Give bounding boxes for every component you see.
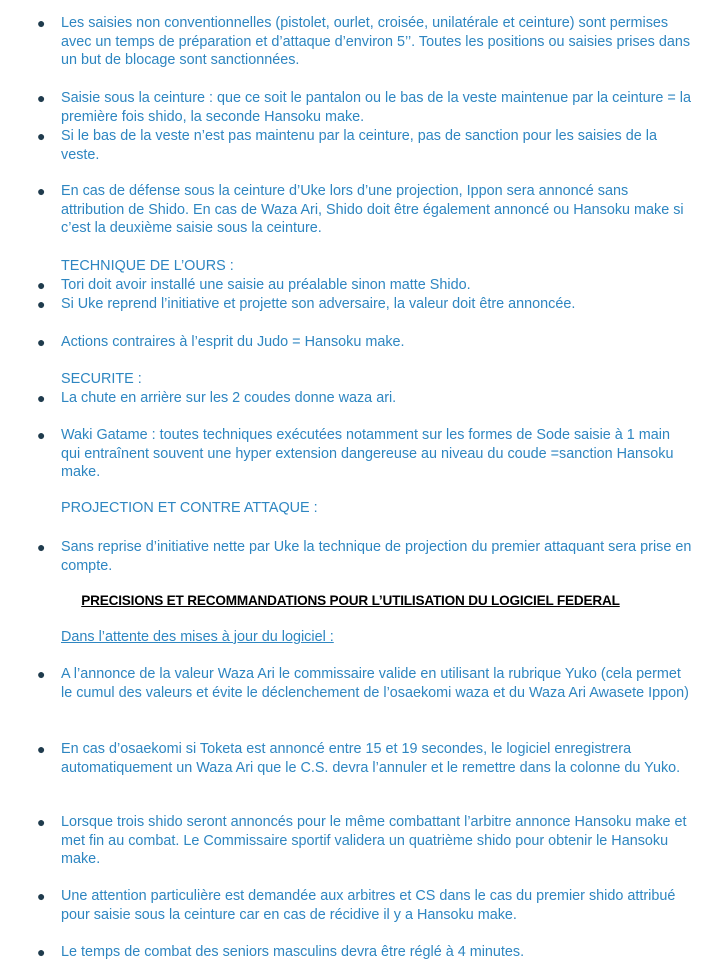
rule-item [0,295,701,314]
bullet-dot: ● [37,15,46,31]
rule-item [0,943,701,962]
bullet-dot: ● [37,944,46,960]
rule-item [0,538,701,575]
rule-text: Si Uke reprend l’initiative et projette son adversaire, la valeur doit être annoncée. [61,296,576,312]
bullet-dot: ● [37,296,46,312]
rule-text: A l’annonce de la valeur Waza Ari le commissaire valide en utilisant la rubrique Yuko (cela permet le cumul des valeurs et évite le déclenchement de l’osaekomi waza et du Waza Ari Awasete Ippon) [61,666,689,701]
bullet-dot: ● [37,128,46,144]
rule-text: Une attention particulière est demandée aux arbitres et CS dans le cas du premier shido attribué pour saisie sous la ceinture car en cas de récidive il y a Hansoku make. [61,888,676,923]
subheading: Dans l’attente des mises à jour du logiciel : [61,629,334,645]
rule-text: Saisie sous la ceinture : que ce soit le pantalon ou le bas de la veste maintenue par la ceinture = la première fois shido, la seconde Hansoku make. [61,90,691,125]
bullet-dot: ● [37,277,46,293]
rule-item [0,887,701,924]
rule-text: Sans reprise d’initiative nette par Uke la technique de projection du premier attaquant sera prise en compte. [61,539,692,574]
rule-item [0,182,701,238]
rule-text: Les saisies non conventionnelles (pistolet, ourlet, croisée, unilatérale et ceinture) sont permises avec un temps de préparation et d’attaque d’environ 5’’. Toutes les positions ou saisies prises dans un but de blocage sont sanctionnées. [61,15,691,68]
section-label-ours: TECHNIQUE DE L’OURS : [61,258,234,274]
rule-text: Waki Gatame : toutes techniques exécutées notamment sur les formes de Sode saisie à 1 main qui entraînent souvent une hyper extension dangereuse au niveau du coude =sanction Hansoku make. [61,427,674,480]
rule-item [0,127,701,164]
rule-text: Lorsque trois shido seront annoncés pour le même combattant l’arbitre annonce Hansoku make et met fin au combat. Le Commissaire sportif validera un quatrième shido pour obtenir le Hansoku make. [61,814,687,867]
rule-item [0,740,701,777]
rule-text: En cas d’osaekomi si Toketa est annoncé entre 15 et 19 secondes, le logiciel enregistrera automatiquement un Waza Ari que le C.S. devra l’annuler et le remettre dans la colonne du Yuko. [61,741,681,776]
bullet-dot: ● [37,666,46,682]
bullet-dot: ● [37,814,46,830]
bullet-dot: ● [37,90,46,106]
bullet-dot: ● [37,334,46,350]
rule-item [0,426,701,482]
rule-item [0,665,701,702]
rule-item [0,276,701,295]
rule-item [0,389,701,408]
rule-text: Le temps de combat des seniors masculins devra être réglé à 4 minutes. [61,944,525,960]
section-label-securite: SECURITE : [61,371,142,387]
bullet-dot: ● [37,741,46,757]
rule-text: Actions contraires à l’esprit du Judo = Hansoku make. [61,334,405,350]
section-label-projection: PROJECTION ET CONTRE ATTAQUE : [61,500,318,516]
bullet-dot: ● [37,539,46,555]
rule-text: Tori doit avoir installé une saisie au préalable sinon matte Shido. [61,277,471,293]
rule-item [0,813,701,869]
rule-item [0,14,701,70]
rule-text: Si le bas de la veste n’est pas maintenu par la ceinture, pas de sanction pour les saisies de la veste. [61,128,657,163]
bullet-dot: ● [37,390,46,406]
bullet-dot: ● [37,427,46,443]
bullet-dot: ● [37,888,46,904]
main-heading: PRECISIONS ET RECOMMANDATIONS POUR L’UTILISATION DU LOGICIEL FEDERAL [81,593,620,608]
bullet-dot: ● [37,183,46,199]
rule-text: La chute en arrière sur les 2 coudes donne waza ari. [61,390,397,406]
rule-text: En cas de défense sous la ceinture d’Uke lors d’une projection, Ippon sera annoncé sans attribution de Shido. En cas de Waza Ari, Shido doit être également annoncé ou Hansoku make si c’est la deuxième saisie sous la ceinture. [61,183,684,236]
rule-item [0,333,701,352]
rule-item [0,89,701,126]
